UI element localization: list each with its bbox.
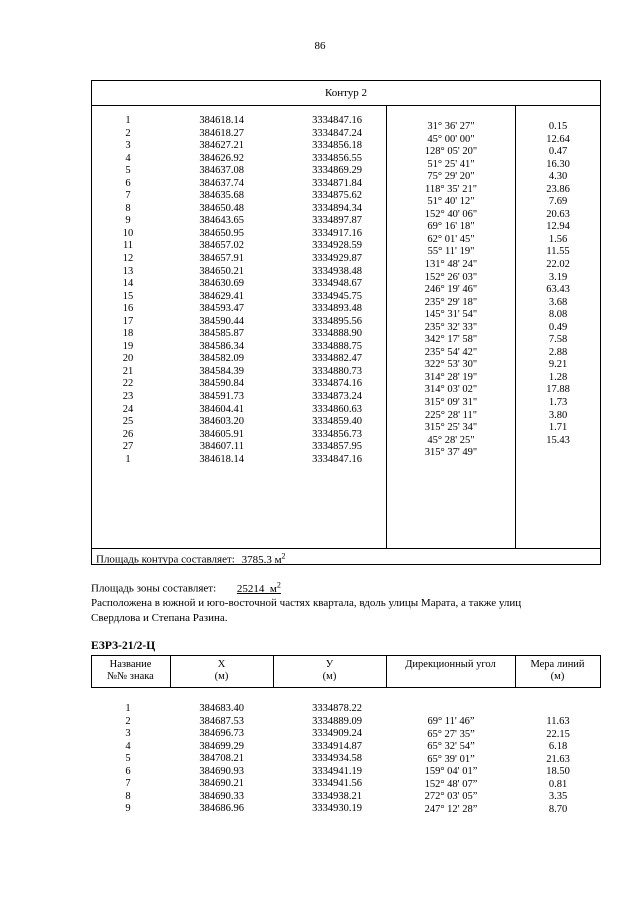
y-coordinate: 3334857.95: [312, 441, 362, 453]
y-coordinate: 3334914.87: [312, 740, 362, 752]
y-coordinate: 3334880.73: [312, 365, 362, 377]
direction-angle: 235° 29' 18": [424, 296, 478, 308]
y-coordinate: 3334882.47: [312, 353, 362, 365]
x-coordinate: 384586.34: [199, 340, 244, 352]
contour-col-y: [290, 115, 362, 466]
line-length: 7.69: [548, 196, 568, 208]
line-length: 17.88: [546, 384, 570, 396]
line-length: 0.81: [548, 778, 568, 790]
x-coordinate: 384618.14: [199, 115, 244, 126]
contour-title: Контур 2: [324, 87, 368, 99]
x-coordinate: 384591.73: [199, 391, 244, 403]
y-coordinate: 3334856.18: [312, 140, 362, 152]
x-coordinate: 384590.84: [199, 378, 244, 390]
direction-angle: 62° 01' 45": [427, 233, 475, 245]
line-length: 12.94: [546, 221, 570, 233]
x-coordinate: 384686.96: [199, 803, 244, 815]
direction-angle: 65° 32' 54”: [427, 741, 475, 753]
point-number: 22: [122, 378, 134, 390]
line-length: 22.02: [546, 259, 570, 271]
point-number: 15: [122, 290, 134, 302]
point-number: 11: [122, 240, 134, 252]
point-number: 4: [125, 152, 131, 164]
point-number: 5: [125, 753, 131, 765]
line-length: 22.15: [546, 728, 570, 740]
zone-area-value: 25214: [236, 582, 265, 595]
x-coordinate: 384687.53: [199, 715, 244, 727]
direction-angle: 51° 40' 12": [427, 196, 475, 208]
x-coordinate: 384635.68: [199, 190, 244, 202]
direction-angle: 322° 53' 30": [424, 359, 478, 371]
point-number: 12: [122, 253, 134, 265]
header-x-line1: X: [217, 659, 226, 670]
y-coordinate: 3334871.84: [312, 177, 362, 189]
line-length: 63.43: [546, 284, 570, 296]
contour-area-value: 3785.3: [241, 553, 272, 566]
direction-angle: 314° 03' 02": [424, 384, 478, 396]
y-coordinate: 3334888.90: [312, 328, 362, 340]
header-x: [170, 659, 273, 683]
line-length: 1.71: [548, 422, 568, 434]
contour-area-value-wrap: [241, 551, 286, 566]
direction-angle: 152° 26' 03": [424, 271, 478, 283]
line-length: 15.43: [546, 434, 570, 446]
direction-angle: 128° 05' 20": [424, 146, 478, 158]
x-coordinate: 384683.40: [199, 703, 244, 714]
y-coordinate: 3334889.09: [312, 715, 362, 727]
x-coordinate: 384584.39: [199, 365, 244, 377]
x-coordinate: 384650.95: [199, 227, 244, 239]
direction-angle: 159° 04' 01”: [424, 766, 478, 778]
line-length: 3.35: [548, 791, 568, 803]
line-length: 0.49: [548, 321, 568, 333]
line-length: 21.63: [546, 753, 570, 765]
line-length: 6.18: [548, 741, 568, 753]
direction-angle: 315° 09' 31": [424, 397, 478, 409]
x-coordinate: 384627.21: [199, 140, 244, 152]
x-coordinate: 384593.47: [199, 303, 244, 315]
x-coordinate: 384708.21: [199, 753, 244, 765]
y-coordinate: 3334873.24: [312, 391, 362, 403]
line-length: 2.88: [548, 346, 568, 358]
point-number: 7: [125, 778, 131, 790]
header-x-line2: (м): [214, 671, 229, 683]
y-coordinate: 3334856.73: [312, 428, 362, 440]
x-coordinate: 384604.41: [199, 403, 244, 415]
line-length: 1.28: [548, 371, 568, 383]
point-number: 21: [122, 365, 134, 377]
x-coordinate: 384650.48: [199, 202, 244, 214]
y-coordinate: 3334938.21: [312, 790, 362, 802]
y-coordinate: 3334929.87: [312, 253, 362, 265]
table2-col-x: [180, 703, 244, 816]
point-number: 19: [122, 340, 134, 352]
x-coordinate: 384699.29: [199, 740, 244, 752]
direction-angle: 342° 17' 58": [424, 334, 478, 346]
x-coordinate: 384650.21: [199, 265, 244, 277]
direction-angle: 51° 25' 41": [427, 158, 475, 170]
direction-angle: 118° 35' 21": [425, 183, 477, 195]
contour-col-lengths: [522, 121, 594, 447]
direction-angle: 45° 00' 00": [427, 133, 475, 145]
header-y-line2: (м): [322, 671, 337, 683]
direction-angle: 246° 19' 46": [424, 284, 478, 296]
point-number: 23: [122, 391, 134, 403]
y-coordinate: 3334930.19: [312, 803, 362, 815]
x-coordinate: 384618.27: [199, 127, 244, 139]
line-length: 16.30: [546, 158, 570, 170]
x-coordinate: 384637.08: [199, 165, 244, 177]
direction-angle: 55° 11' 19": [427, 246, 475, 258]
header-length-line2: (м): [550, 671, 565, 683]
contour-area-unit: м: [274, 553, 282, 566]
line-length: 0.47: [548, 146, 568, 158]
direction-angle: 247° 12' 28”: [424, 803, 478, 815]
header-name-line1: Название: [109, 659, 152, 670]
y-coordinate: 3334878.22: [312, 703, 362, 714]
zone-area-label: Площадь зоны составляет:: [91, 582, 217, 595]
line-length: 18.50: [546, 766, 570, 778]
x-coordinate: 384637.74: [199, 177, 244, 189]
y-coordinate: 3334894.34: [312, 202, 362, 214]
zone-area-unit: м: [269, 582, 277, 595]
header-angle: Дирекционный угол: [405, 659, 496, 670]
header-length: [515, 659, 600, 683]
line-length: 0.15: [548, 121, 568, 132]
direction-angle: 152° 48' 07”: [424, 778, 478, 790]
y-coordinate: 3334893.48: [312, 303, 362, 315]
line-length: 20.63: [546, 208, 570, 220]
point-number: 16: [122, 303, 134, 315]
y-coordinate: 3334917.16: [312, 227, 362, 239]
point-number: 18: [122, 328, 134, 340]
y-coordinate: 3334847.16: [312, 115, 362, 126]
table2-col-angles: [396, 716, 506, 816]
direction-angle: 131° 48' 24": [424, 259, 478, 271]
point-number: 4: [125, 740, 131, 752]
zone-code: ЕЗРЗ-21/2-Ц: [91, 640, 156, 652]
line-length: 1.56: [548, 233, 568, 245]
point-number: 3: [125, 140, 131, 152]
x-coordinate: 384629.41: [199, 290, 244, 302]
y-coordinate: 3334869.29: [312, 165, 362, 177]
contour-col-angles: [396, 121, 506, 460]
line-length: 3.68: [548, 296, 568, 308]
zone-area-value-wrap: [236, 580, 281, 595]
point-number: 6: [125, 177, 131, 189]
y-coordinate: 3334928.59: [312, 240, 362, 252]
point-number: 2: [125, 127, 131, 139]
line-length: 8.08: [548, 309, 568, 321]
y-coordinate: 3334895.56: [312, 315, 362, 327]
point-number: 8: [125, 202, 131, 214]
x-coordinate: 384657.02: [199, 240, 244, 252]
y-coordinate: 3334948.67: [312, 278, 362, 290]
point-number: 17: [122, 315, 134, 327]
direction-angle: 235° 32' 33": [424, 321, 478, 333]
y-coordinate: 3334875.62: [312, 190, 362, 202]
point-number: 7: [125, 190, 131, 202]
direction-angle: 225° 28' 11": [425, 409, 477, 421]
x-coordinate: 384618.14: [199, 453, 244, 465]
x-coordinate: 384585.87: [199, 328, 244, 340]
x-coordinate: 384626.92: [199, 152, 244, 164]
direction-angle: 65° 27' 35”: [427, 728, 475, 740]
point-number: 5: [125, 165, 131, 177]
y-coordinate: 3334859.40: [312, 416, 362, 428]
x-coordinate: 384582.09: [199, 353, 244, 365]
header-name: [91, 659, 170, 683]
direction-angle: 69° 16' 18": [427, 221, 475, 233]
header-name-line2: №№ знака: [107, 671, 154, 683]
table2-col-numbers: [100, 703, 156, 816]
y-coordinate: 3334938.48: [312, 265, 362, 277]
line-length: 4.30: [548, 171, 568, 183]
line-length: 12.64: [546, 133, 570, 145]
x-coordinate: 384657.91: [199, 253, 244, 265]
point-number: 1: [125, 703, 131, 714]
y-coordinate: 3334860.63: [312, 403, 362, 415]
contour-area-label: Площадь контура составляет:: [96, 553, 235, 566]
contour-area-sup: 2: [281, 551, 286, 560]
page-number: 86: [314, 40, 326, 52]
table2-col-lengths: [522, 716, 594, 816]
y-coordinate: 3334847.16: [312, 453, 362, 465]
direction-angle: 69° 11' 46”: [427, 716, 475, 727]
direction-angle: 315° 25' 34": [424, 422, 478, 434]
point-number: 14: [122, 278, 134, 290]
x-coordinate: 384603.20: [199, 416, 244, 428]
line-length: 1.73: [548, 397, 568, 409]
point-number: 20: [122, 353, 134, 365]
y-coordinate: 3334934.58: [312, 753, 362, 765]
y-coordinate: 3334874.16: [312, 378, 362, 390]
x-coordinate: 384630.69: [199, 278, 244, 290]
contour-col-numbers: [100, 115, 156, 466]
point-number: 9: [125, 215, 131, 227]
y-coordinate: 3334909.24: [312, 728, 362, 740]
y-coordinate: 3334856.55: [312, 152, 362, 164]
x-coordinate: 384605.91: [199, 428, 244, 440]
location-line-2: Свердлова и Степана Разина.: [91, 612, 228, 624]
line-length: 8.70: [548, 803, 568, 815]
point-number: 9: [125, 803, 131, 815]
contour-col-x: [180, 115, 244, 466]
direction-angle: 314° 28' 19": [424, 371, 478, 383]
zone-area-sup: 2: [276, 580, 281, 589]
y-coordinate: 3334941.19: [312, 765, 362, 777]
point-number: 3: [125, 728, 131, 740]
point-number: 24: [122, 403, 134, 415]
point-number: 2: [125, 715, 131, 727]
line-length: 3.19: [548, 271, 568, 283]
direction-angle: 152° 40' 06": [424, 208, 478, 220]
y-coordinate: 3334888.75: [312, 340, 362, 352]
x-coordinate: 384607.11: [199, 441, 244, 453]
line-length: 9.21: [548, 359, 568, 371]
direction-angle: 315° 37' 49": [424, 447, 478, 459]
x-coordinate: 384590.44: [199, 315, 244, 327]
x-coordinate: 384696.73: [199, 728, 244, 740]
direction-angle: 45° 28' 25": [427, 434, 475, 446]
point-number: 1: [125, 453, 131, 465]
line-length: 11.55: [546, 246, 570, 258]
point-number: 8: [125, 790, 131, 802]
y-coordinate: 3334945.75: [312, 290, 362, 302]
direction-angle: 31° 36' 27": [427, 121, 475, 132]
zone-area: [91, 580, 281, 595]
x-coordinate: 384690.93: [199, 765, 244, 777]
point-number: 6: [125, 765, 131, 777]
line-length: 7.58: [548, 334, 568, 346]
x-coordinate: 384643.65: [199, 215, 244, 227]
point-number: 1: [125, 115, 131, 126]
point-number: 27: [122, 441, 134, 453]
line-length: 11.63: [546, 716, 570, 727]
point-number: 25: [122, 416, 134, 428]
contour-area: [96, 551, 286, 566]
direction-angle: 65° 39' 01”: [427, 753, 475, 765]
line-length: 3.80: [548, 409, 568, 421]
table2-col-y: [290, 703, 362, 816]
header-length-line1: Мера линий: [530, 659, 585, 670]
direction-angle: 272° 03' 05”: [424, 791, 478, 803]
y-coordinate: 3334847.24: [312, 127, 362, 139]
direction-angle: 235° 54' 42": [424, 346, 478, 358]
header-y-line1: У: [325, 659, 334, 670]
point-number: 13: [122, 265, 134, 277]
point-number: 10: [122, 227, 134, 239]
x-coordinate: 384690.21: [199, 778, 244, 790]
y-coordinate: 3334897.87: [312, 215, 362, 227]
y-coordinate: 3334941.56: [312, 778, 362, 790]
line-length: 23.86: [546, 183, 570, 195]
x-coordinate: 384690.33: [199, 790, 244, 802]
point-number: 26: [122, 428, 134, 440]
header-y: [273, 659, 386, 683]
direction-angle: 145° 31' 54": [424, 309, 478, 321]
location-line-1: Расположена в южной и юго-восточной частях квартала, вдоль улицы Марата, а также улиц: [91, 597, 522, 609]
direction-angle: 75° 29' 20": [427, 171, 475, 183]
